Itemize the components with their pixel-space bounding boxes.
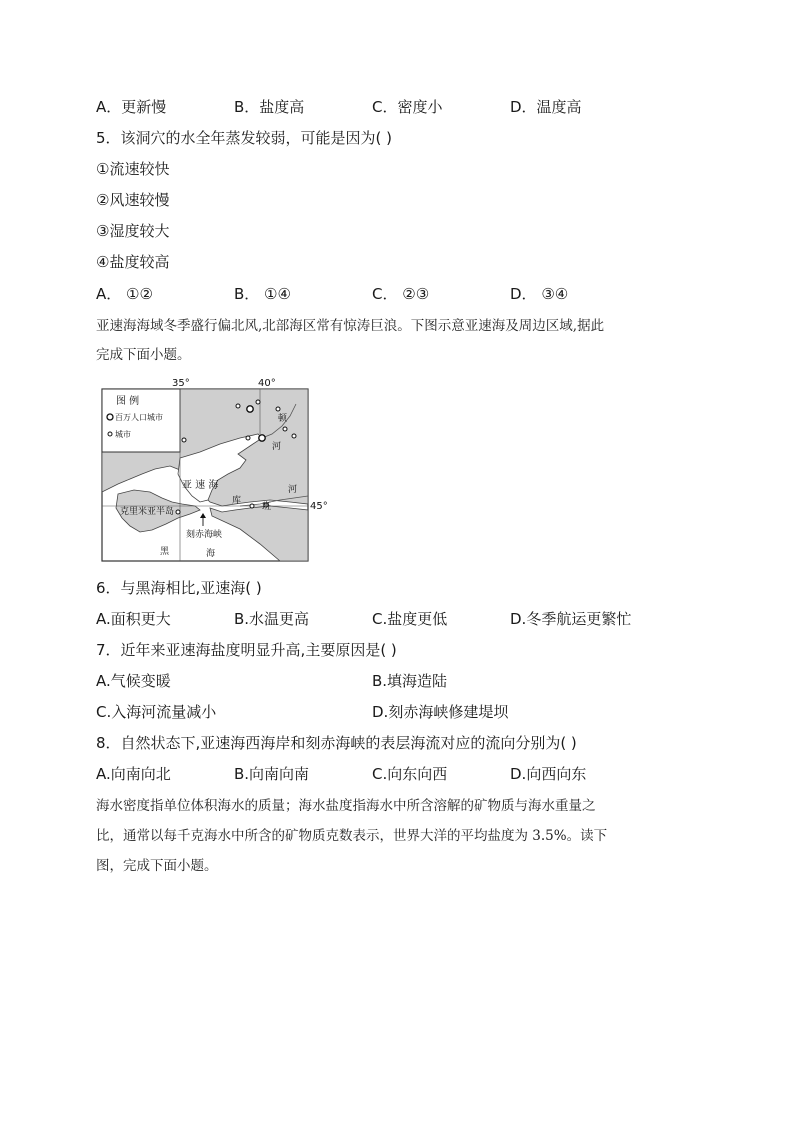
map-city-2 — [256, 400, 260, 404]
q6-option-c: C.盐度更低 — [372, 610, 448, 628]
q6-stem: 6．与黑海相比,亚速海( ) — [96, 579, 262, 597]
map-label-kuban-1: 库 — [232, 496, 242, 506]
map-label-crimea: 克里米亚半岛 — [120, 507, 175, 517]
map-city-6 — [246, 436, 250, 440]
map-label-kuban-2: 班 — [262, 502, 272, 512]
q6-option-b: B.水温更高 — [234, 610, 310, 628]
q6-option-a: A.面积更大 — [96, 610, 171, 628]
map-lat-label: 45° — [310, 501, 328, 512]
map-label-black-1: 黑 — [160, 547, 170, 557]
q7-option-b: B.填海造陆 — [372, 672, 448, 690]
map-big-city-2 — [247, 406, 253, 412]
map-label-black-2: 海 — [206, 549, 216, 559]
map-city-4 — [283, 427, 287, 431]
q5-option-a: A． ①② — [96, 285, 153, 303]
q7-option-a: A.气候变暖 — [96, 672, 171, 690]
q7-stem: 7．近年来亚速海盐度明显升高,主要原因是( ) — [96, 641, 397, 659]
legend-city-icon — [108, 432, 112, 436]
map-city-10 — [176, 510, 180, 514]
map-city-3 — [276, 407, 280, 411]
q8-stem: 8．自然状态下,亚速海西海岸和刻赤海峡的表层海流对应的流向分别为( ) — [96, 734, 577, 752]
q5-option-b: B． ①④ — [234, 285, 291, 303]
q5-item-2: ②风速较慢 — [96, 191, 170, 209]
q4-option-c: C．密度小 — [372, 98, 443, 116]
map-lon-label-35: 35° — [172, 378, 190, 389]
q5-item-1: ①流速较快 — [96, 160, 170, 178]
q7-option-c: C.入海河流量减小 — [96, 703, 217, 721]
intro2-line-1: 海水密度指单位体积海水的质量；海水盐度指海水中所含溶解的矿物质与海水重量之 — [96, 798, 596, 814]
q5-option-d: D． ③④ — [510, 285, 569, 303]
map-label-kerch: 刻赤海峡 — [186, 530, 223, 540]
intro1-line-1: 亚速海海域冬季盛行偏北风,北部海区常有惊涛巨浪。下图示意亚速海及周边区域,据此 — [96, 318, 605, 334]
map-city-7 — [182, 438, 186, 442]
q5-option-c: C． ②③ — [372, 285, 430, 303]
q4-option-a: A．更新慢 — [96, 98, 167, 116]
map-label-don-1: 顿 — [278, 414, 288, 424]
q8-option-c: C.向东向西 — [372, 765, 448, 783]
intro2-line-3: 图，完成下面小题。 — [96, 858, 218, 874]
q4-option-d: D．温度高 — [510, 98, 582, 116]
q5-item-3: ③湿度较大 — [96, 222, 170, 240]
azov-sea-map — [100, 374, 328, 564]
q5-stem: 5．该洞穴的水全年蒸发较弱，可能是因为( ) — [96, 129, 393, 147]
map-city-1 — [236, 404, 240, 408]
map-legend-title: 图 例 — [116, 396, 140, 407]
q4-option-b: B．盐度高 — [234, 98, 305, 116]
legend-big-city-icon — [107, 414, 113, 420]
map-legend-item-1: 百万人口城市 — [115, 413, 163, 422]
map-label-don-2: 河 — [272, 442, 282, 452]
map-legend-item-2: 城市 — [115, 430, 131, 439]
q5-item-4: ④盐度较高 — [96, 253, 170, 271]
q6-option-d: D.冬季航运更繁忙 — [510, 610, 632, 628]
q8-option-a: A.向南向北 — [96, 765, 171, 783]
map-city-8 — [250, 504, 254, 508]
intro1-line-2: 完成下面小题。 — [96, 347, 191, 363]
map-label-kuban-3: 河 — [288, 485, 298, 495]
map-big-city-1 — [259, 435, 265, 441]
intro2-line-2: 比，通常以每千克海水中所含的矿物质克数表示，世界大洋的平均盐度为 3.5%。读下 — [96, 828, 608, 844]
q8-option-d: D.向西向东 — [510, 765, 587, 783]
map-lon-label-40: 40° — [258, 378, 276, 389]
map-label-azov: 亚 速 海 — [182, 480, 219, 491]
q8-option-b: B.向南向南 — [234, 765, 310, 783]
map-city-5 — [292, 434, 296, 438]
q7-option-d: D.刻赤海峡修建堤坝 — [372, 703, 509, 721]
